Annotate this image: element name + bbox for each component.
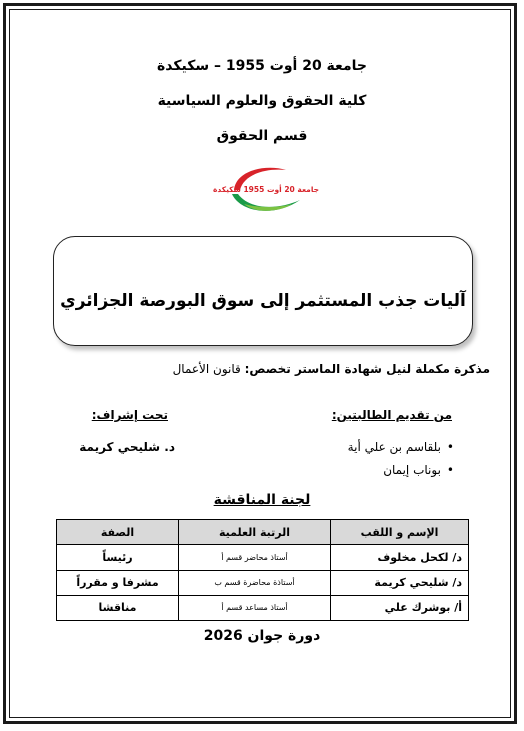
table-row xyxy=(57,595,469,620)
member-name: د/ لكحل مخلوف xyxy=(331,545,469,570)
table-row xyxy=(57,570,469,595)
committee-table xyxy=(56,519,469,621)
member-role: رئيساً xyxy=(57,545,179,570)
member-rank: أستاذة محاضرة قسم ب xyxy=(179,570,331,595)
session-line: دورة جوان 2026 xyxy=(203,628,321,644)
member-name: أ/ بوشرك علي xyxy=(331,595,469,620)
student-name: بلقاسم بن علي أية xyxy=(347,440,441,454)
memo-specialty: قانون الأعمال xyxy=(172,362,241,376)
students-heading: من تقديم الطالبتين: xyxy=(331,408,452,422)
department-name: قسم الحقوق xyxy=(216,128,308,144)
column-header-name: الإسم و اللقب xyxy=(331,520,469,545)
student-name: بوناب إيمان xyxy=(383,463,441,477)
bullet-icon: • xyxy=(446,463,454,477)
thesis-title: آليات جذب المستثمر إلى سوق البورصة الجزائري xyxy=(60,291,466,311)
committee-heading: لجنة المناقشة xyxy=(213,492,311,508)
column-header-rank: الرتبة العلمية xyxy=(179,520,331,545)
member-rank: أستاذ مساعد قسم أ xyxy=(179,595,331,620)
supervision-heading: تحت إشراف: xyxy=(91,408,168,422)
university-logo xyxy=(212,160,320,218)
logo-text: جامعة 20 أوت 1955 سكيكدة xyxy=(212,185,320,194)
member-role: مشرفا و مقرراً xyxy=(57,570,179,595)
student-item xyxy=(383,463,454,477)
table-header-row xyxy=(57,520,469,545)
supervisor-name: د. شليحي كريمة xyxy=(79,440,175,454)
member-name: د/ شليحي كريمة xyxy=(331,570,469,595)
bullet-icon: • xyxy=(446,440,454,454)
table-row xyxy=(57,545,469,570)
faculty-name: كلية الحقوق والعلوم السياسية xyxy=(157,93,367,109)
memo-line xyxy=(173,362,490,376)
column-header-role: الصفة xyxy=(57,520,179,545)
thesis-title-box xyxy=(53,236,473,346)
student-item xyxy=(348,440,454,454)
university-name: جامعة 20 أوت 1955 – سكيكدة xyxy=(157,58,367,74)
member-role: مناقشا xyxy=(57,595,179,620)
member-rank: أستاذ محاضر قسم أ xyxy=(179,545,331,570)
memo-label: مذكرة مكملة لنيل شهادة الماستر تخصص: xyxy=(244,362,490,376)
